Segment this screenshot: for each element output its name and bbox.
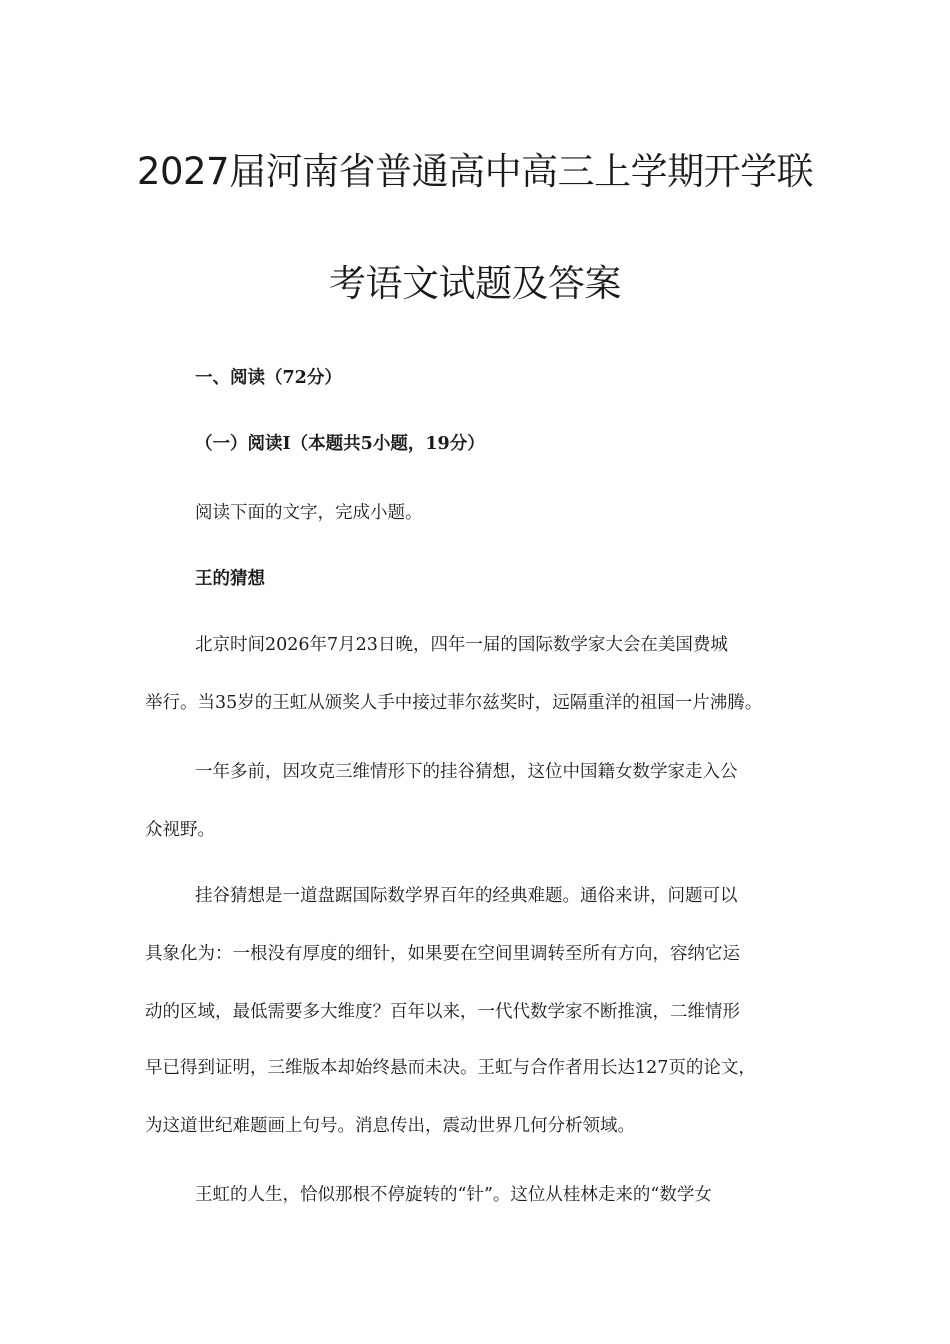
paragraph-line: 挂谷猜想是一道盘踞国际数学界百年的经典难题。通俗来讲，问题可以	[195, 886, 738, 906]
paragraph-line: 一年多前，因攻克三维情形下的挂谷猜想，这位中国籍女数学家走入公	[195, 762, 738, 782]
paragraph-line: 动的区域，最低需要多大维度？百年以来，一代代数学家不断推演，二维情形	[145, 1002, 740, 1022]
paragraph-line: 北京时间2026年7月23日晚，四年一届的国际数学家大会在美国费城	[195, 635, 728, 655]
paragraph-line: 王虹的人生，恰似那根不停旋转的“针”。这位从桂林走来的“数学女	[195, 1185, 712, 1205]
paragraph-line: 具象化为：一根没有厚度的细针，如果要在空间里调转至所有方向，容纳它运	[145, 944, 740, 964]
paragraph-line: 早已得到证明，三维版本却始终悬而未决。王虹与合作者用长达127页的论文，	[145, 1058, 756, 1078]
paragraph-line: 为这道世纪难题画上句号。消息传出，震动世界几何分析领域。	[145, 1116, 635, 1136]
paragraph-line: 举行。当35岁的王虹从颁奖人手中接过菲尔兹奖时，远隔重洋的祖国一片沸腾。	[145, 693, 763, 713]
article-title: 王的猜想	[195, 569, 265, 589]
document-title-line-1: 2027届河南省普通高中高三上学期开学联	[136, 150, 814, 193]
section-heading: 一、阅读（72分）	[195, 368, 342, 388]
paragraph-line: 众视野。	[145, 820, 215, 840]
subsection-heading: （一）阅读Ⅰ（本题共5小题，19分）	[195, 434, 485, 454]
instruction-text: 阅读下面的文字，完成小题。	[195, 503, 423, 523]
document-title-line-2: 考语文试题及答案	[329, 262, 621, 305]
